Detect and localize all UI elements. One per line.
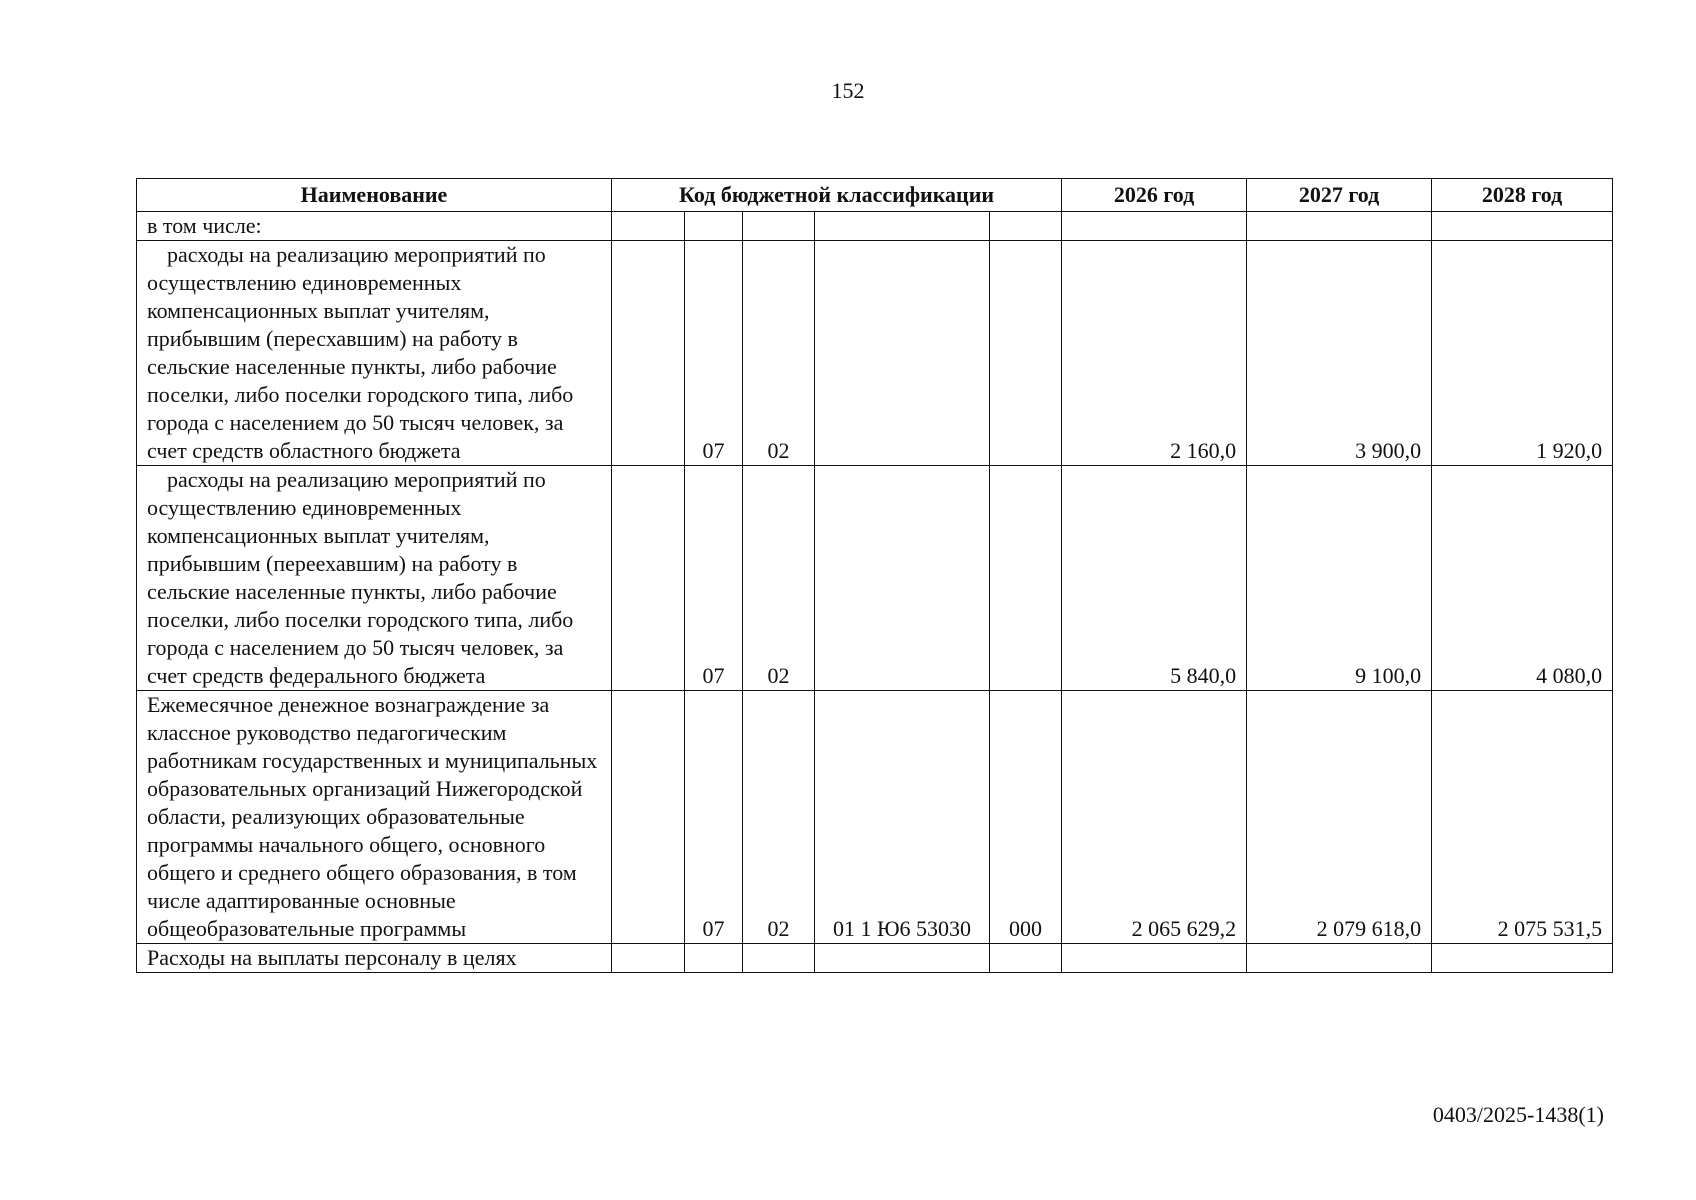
code-cell — [612, 241, 685, 466]
value-2028: 2 075 531,5 — [1432, 691, 1613, 944]
code-cell: 07 — [685, 466, 743, 691]
code-cell: 02 — [743, 241, 815, 466]
value-2028: 4 080,0 — [1432, 466, 1613, 691]
header-2027: 2027 год — [1247, 179, 1432, 212]
value-2026 — [1062, 212, 1247, 241]
code-cell — [612, 691, 685, 944]
header-name: Наименование — [137, 179, 612, 212]
value-2027 — [1247, 944, 1432, 973]
table-header-row — [137, 179, 1613, 212]
table-row — [137, 241, 1613, 466]
page-number: 152 — [831, 78, 865, 103]
value-2028 — [1432, 212, 1613, 241]
code-cell: 07 — [685, 241, 743, 466]
code-cell — [743, 944, 815, 973]
row-name: Ежемесячное денежное вознаграждение за классное руководство педагогическим работникам государственных и муниципальных образовательных организаций Нижегородской области, реализующих образовательные программы начального общего, основного общего и среднего общего образования, в том числе адаптированные основные общеобразовательные программы — [137, 691, 612, 944]
table-row — [137, 944, 1613, 973]
code-cell — [743, 212, 815, 241]
code-cell — [612, 212, 685, 241]
value-2027: 2 079 618,0 — [1247, 691, 1432, 944]
value-2028: 1 920,0 — [1432, 241, 1613, 466]
code-cell — [612, 466, 685, 691]
code-cell — [685, 944, 743, 973]
code-cell — [815, 212, 990, 241]
header-code: Код бюджетной классификации — [612, 179, 1062, 212]
code-cell: 02 — [743, 466, 815, 691]
value-2026: 2 160,0 — [1062, 241, 1247, 466]
table-row — [137, 466, 1613, 691]
value-2028 — [1432, 944, 1613, 973]
code-cell: 07 — [685, 691, 743, 944]
row-name: в том числе: — [137, 212, 612, 241]
value-2026 — [1062, 944, 1247, 973]
row-name: расходы на реализацию мероприятий по осуществлению единовременных компенсационных выплат учителям, прибывшим (переехавшим) на работу в сельские населенные пункты, либо рабочие поселки, либо поселки городского типа, либо города с населением до 50 тысяч человек, за счет средств федерального бюджета — [137, 466, 612, 691]
code-cell — [990, 212, 1062, 241]
code-cell — [815, 944, 990, 973]
header-2028: 2028 год — [1432, 179, 1613, 212]
value-2027: 9 100,0 — [1247, 466, 1432, 691]
code-cell — [612, 944, 685, 973]
table-row — [137, 212, 1613, 241]
code-cell — [990, 944, 1062, 973]
code-cell: 01 1 Ю6 53030 — [815, 691, 990, 944]
value-2026: 5 840,0 — [1062, 466, 1247, 691]
table-row — [137, 691, 1613, 944]
value-2027 — [1247, 212, 1432, 241]
code-cell — [685, 212, 743, 241]
code-cell: 000 — [990, 691, 1062, 944]
budget-table — [136, 178, 1613, 973]
value-2027: 3 900,0 — [1247, 241, 1432, 466]
row-name: расходы на реализацию мероприятий по осуществлению единовременных компенсационных выплат учителям, прибывшим (пересхавшим) на работу в сельские населенные пункты, либо рабочие поселки, либо поселки городского типа, либо города с населением до 50 тысяч человек, за счет средств областного бюджета — [137, 241, 612, 466]
code-cell — [990, 241, 1062, 466]
row-name: Расходы на выплаты персоналу в целях — [137, 944, 612, 973]
header-2026: 2026 год — [1062, 179, 1247, 212]
code-cell — [815, 241, 990, 466]
code-cell — [990, 466, 1062, 691]
document-code: 0403/2025-1438(1) — [1432, 1102, 1604, 1127]
value-2026: 2 065 629,2 — [1062, 691, 1247, 944]
code-cell: 02 — [743, 691, 815, 944]
code-cell — [815, 466, 990, 691]
